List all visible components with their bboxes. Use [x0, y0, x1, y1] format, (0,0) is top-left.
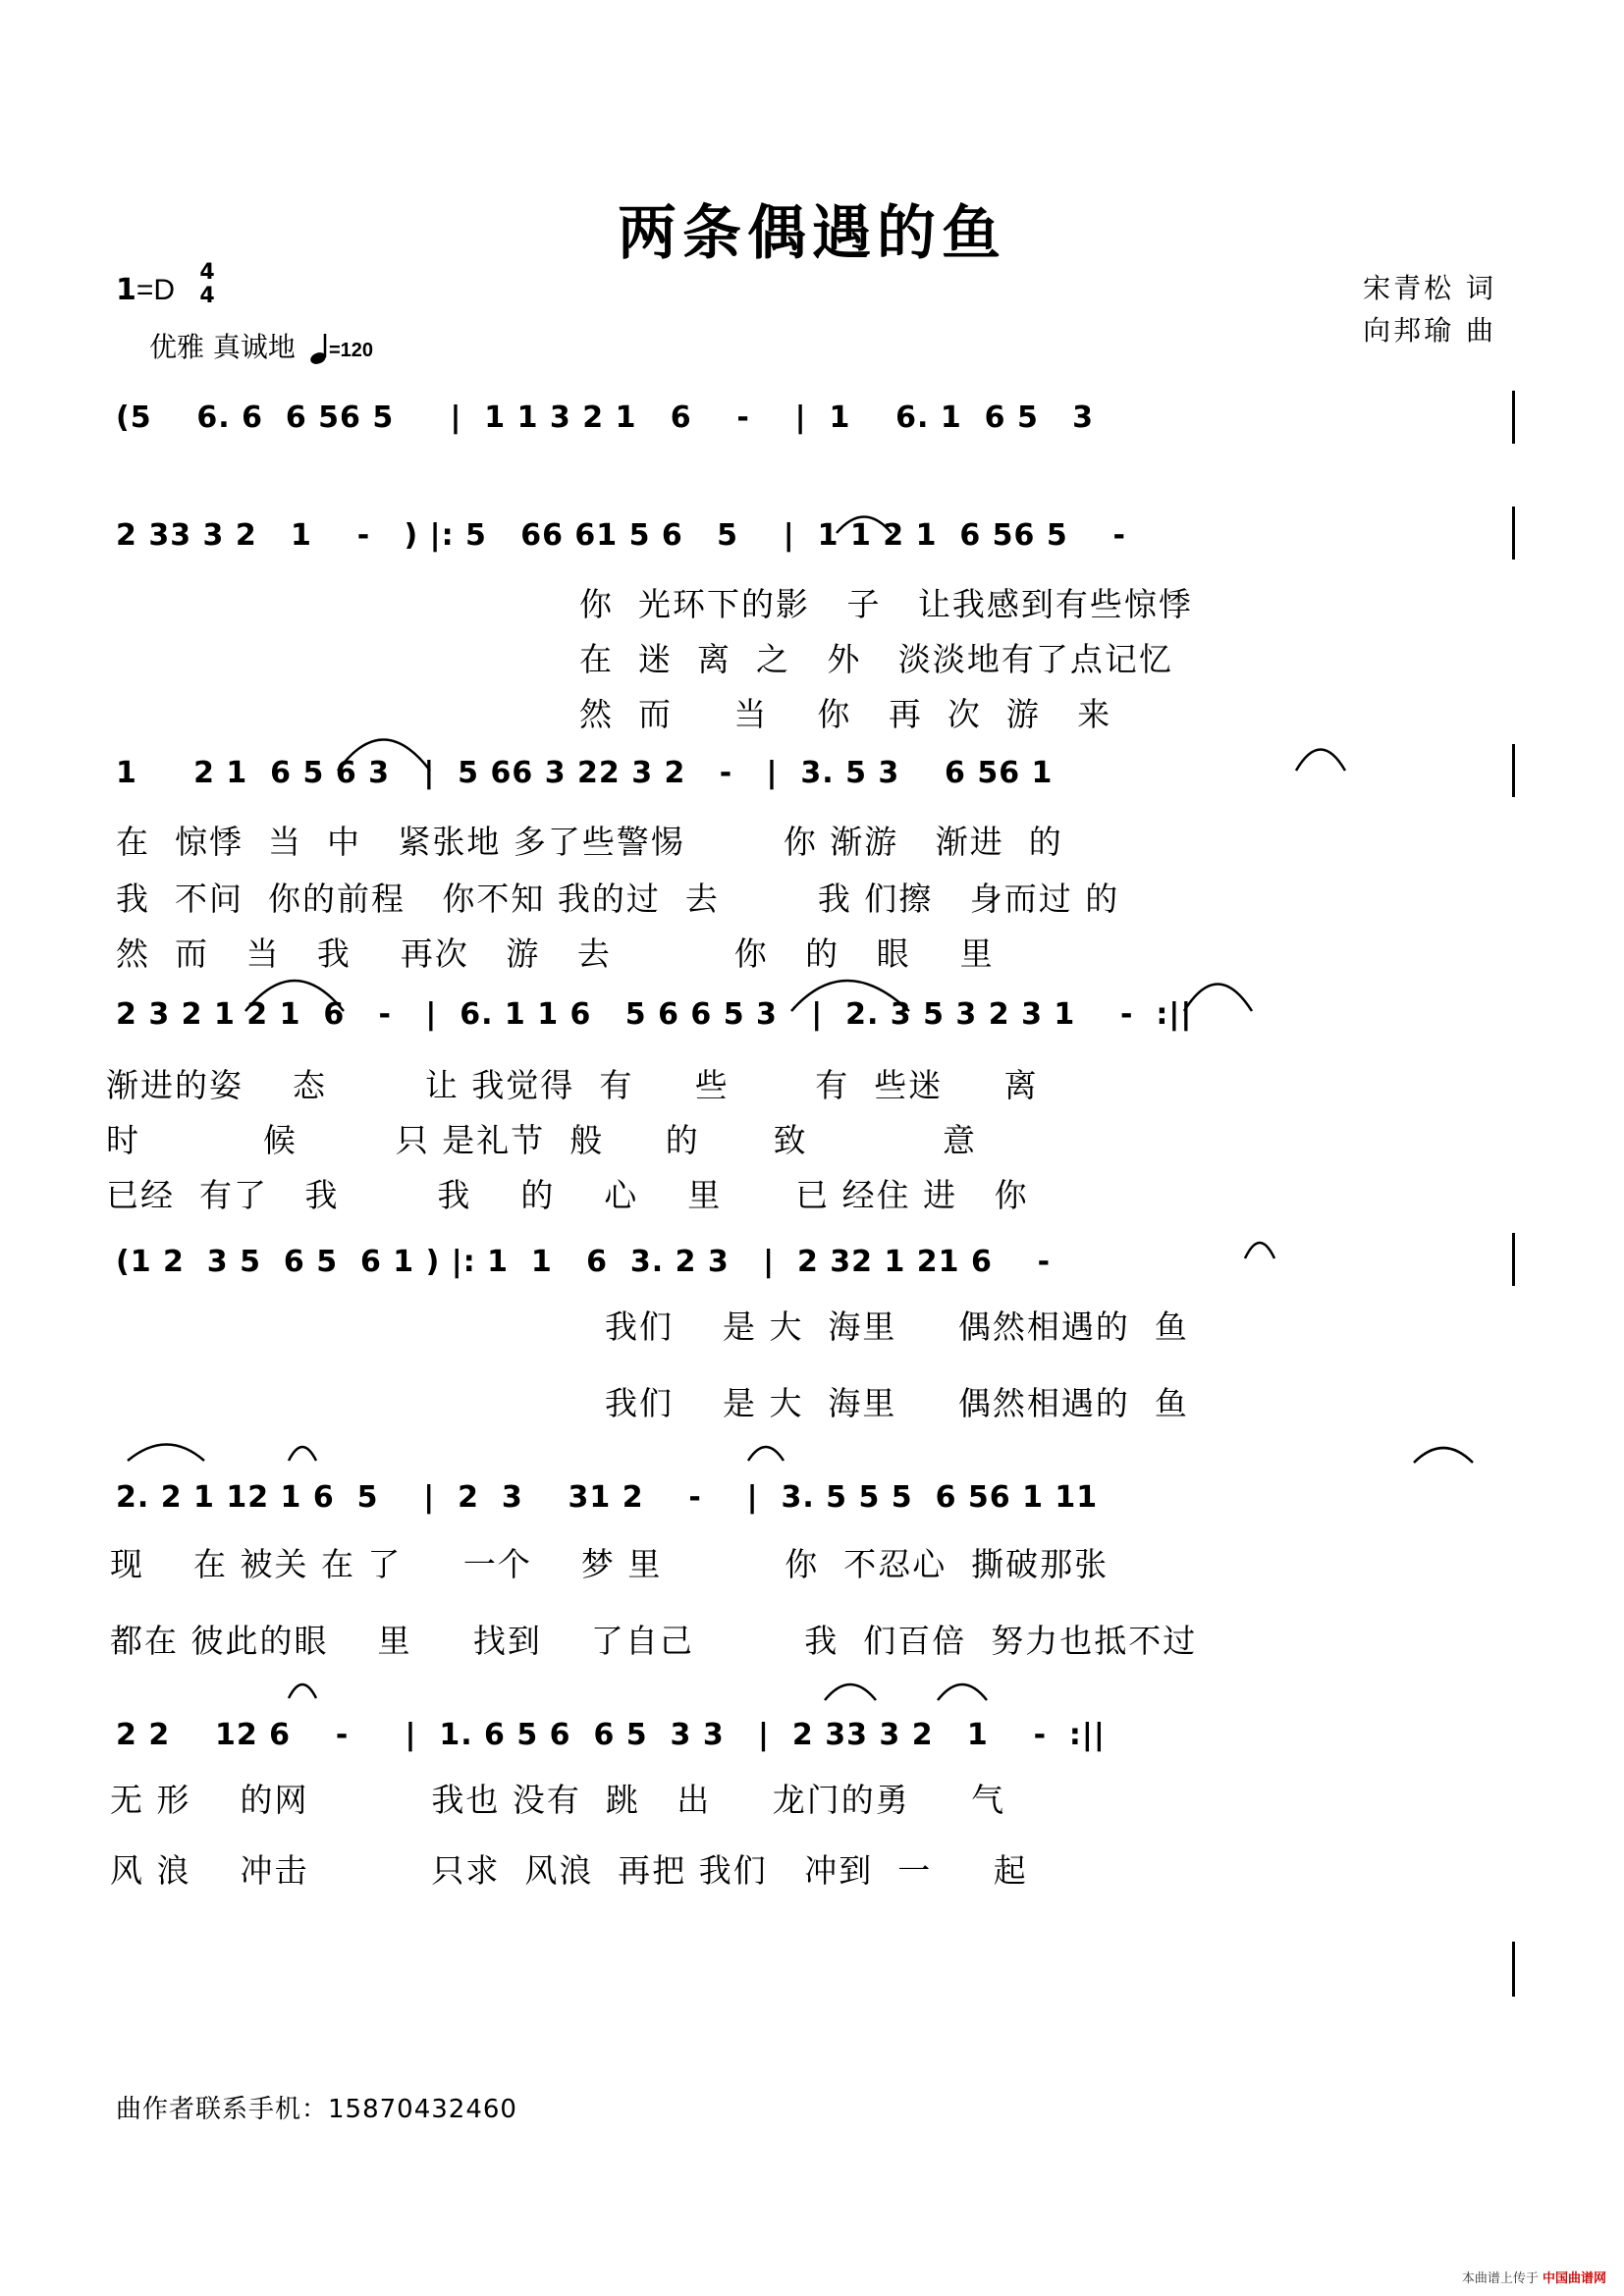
- slur: [338, 740, 430, 772]
- time-signature-bottom: 4: [199, 284, 215, 308]
- lyric-line-5-verse-1: 我们 是 大 海里 偶然相遇的 鱼: [605, 1308, 1189, 1346]
- slur: [1245, 1243, 1274, 1258]
- lyric-line-6-verse-2: 都在 彼此的眼 里 找到 了自己 我 们百倍 努力也抵不过: [110, 1622, 1198, 1660]
- lyric-line-5-verse-2: 我们 是 大 海里 偶然相遇的 鱼: [605, 1384, 1189, 1422]
- notation-line-6: 2. 2 1 12 1 6 5 | 2 3 31 2 - | 3. 5 5 5 6 56 1 11: [116, 1480, 1099, 1515]
- notation-line-4: 2 3 2 1 2 1 6 - | 6. 1 1 6 5 6 6 5 3 | 2. 3 5 3 2 3 1 - :||: [116, 997, 1193, 1032]
- lyric-line-2-verse-2: 在 迷 离 之 外 淡淡地有了点记忆: [579, 640, 1173, 678]
- lyric-line-7-verse-1: 无 形 的网 我也 没有 跳 出 龙门的勇 气: [110, 1781, 1006, 1819]
- notation-line-3: 1 2 1 6 5 6 3 | 5 66 3 22 3 2 - | 3. 5 3 6 56 1: [116, 756, 1054, 790]
- slur: [791, 981, 909, 1011]
- notation-line-5: (1 2 3 5 6 5 6 1 ) |: 1 1 6 3. 2 3 | 2 32 1 21 6 -: [116, 1245, 1052, 1279]
- lyric-line-2-verse-3: 然 而 当 你 再 次 游 来: [579, 695, 1112, 733]
- slur: [825, 1684, 876, 1700]
- lyric-line-6-verse-1: 现 在 被关 在 了 一个 梦 里 你 不忍心 撕破那张: [110, 1545, 1110, 1583]
- lyric-line-3-verse-2: 我 不问 你的前程 你不知 我的过 去 我 们擦 身而过 的: [116, 880, 1120, 918]
- slur: [1296, 750, 1345, 772]
- tempo-marking: 优雅 真诚地: [149, 331, 296, 363]
- notation-line-7: 2 2 12 6 - | 1. 6 5 6 6 5 3 3 | 2 33 3 2 1 - :||: [116, 1718, 1106, 1752]
- slur: [1414, 1448, 1473, 1463]
- composer-contact: 曲作者联系手机：15870432460: [116, 2095, 517, 2124]
- lyric-line-3-verse-3: 然 而 当 我 再次 游 去 你 的 眼 里: [116, 934, 995, 973]
- slur: [837, 517, 892, 534]
- lyric-line-4-verse-1: 渐进的姿 态 让 我觉得 有 些 有 些迷 离: [106, 1066, 1039, 1104]
- lyric-line-4-verse-3: 已经 有了 我 我 的 心 里 已 经住 进 你: [106, 1176, 1029, 1214]
- slur: [748, 1447, 784, 1461]
- slur: [938, 1684, 987, 1700]
- upload-text: 本曲谱上传于: [1461, 2271, 1539, 2286]
- upload-watermark: [1462, 2268, 1606, 2286]
- page-title: 两条偶遇的鱼: [618, 199, 1006, 268]
- time-signature-top: 4: [199, 260, 215, 285]
- lyric-line-7-verse-2: 风 浪 冲击 只求 风浪 再把 我们 冲到 一 起: [110, 1851, 1028, 1890]
- slur: [289, 1684, 316, 1698]
- key-number: 1: [116, 273, 136, 307]
- lyric-line-4-verse-2: 时 候 只 是礼节 般 的 致 意: [106, 1121, 978, 1159]
- bpm-value: =120: [329, 340, 374, 361]
- upload-brand: 中国曲谱网: [1542, 2271, 1606, 2286]
- slur: [1184, 985, 1252, 1012]
- slur: [289, 1447, 316, 1461]
- composer-credit: 向邦瑜 曲: [1363, 314, 1496, 347]
- key-letter: =D: [135, 274, 176, 306]
- lyric-line-3-verse-1: 在 惊悸 当 中 紧张地 多了些警惕 你 渐游 渐进 的: [116, 823, 1063, 861]
- slur: [128, 1445, 204, 1462]
- slur: [245, 981, 344, 1011]
- lyric-line-2-verse-1: 你 光环下的影 子 让我感到有些惊悸: [579, 585, 1193, 623]
- notation-line-1: (5 6. 6 6 56 5 | 1 1 3 2 1 6 - | 1 6. 1 6 5 3: [116, 400, 1095, 435]
- notation-line-2: 2 33 3 2 1 - ) |: 5 66 61 5 6 5 | 1 1 2 1 6 56 5 -: [116, 518, 1126, 553]
- lyricist-credit: 宋青松 词: [1363, 272, 1496, 304]
